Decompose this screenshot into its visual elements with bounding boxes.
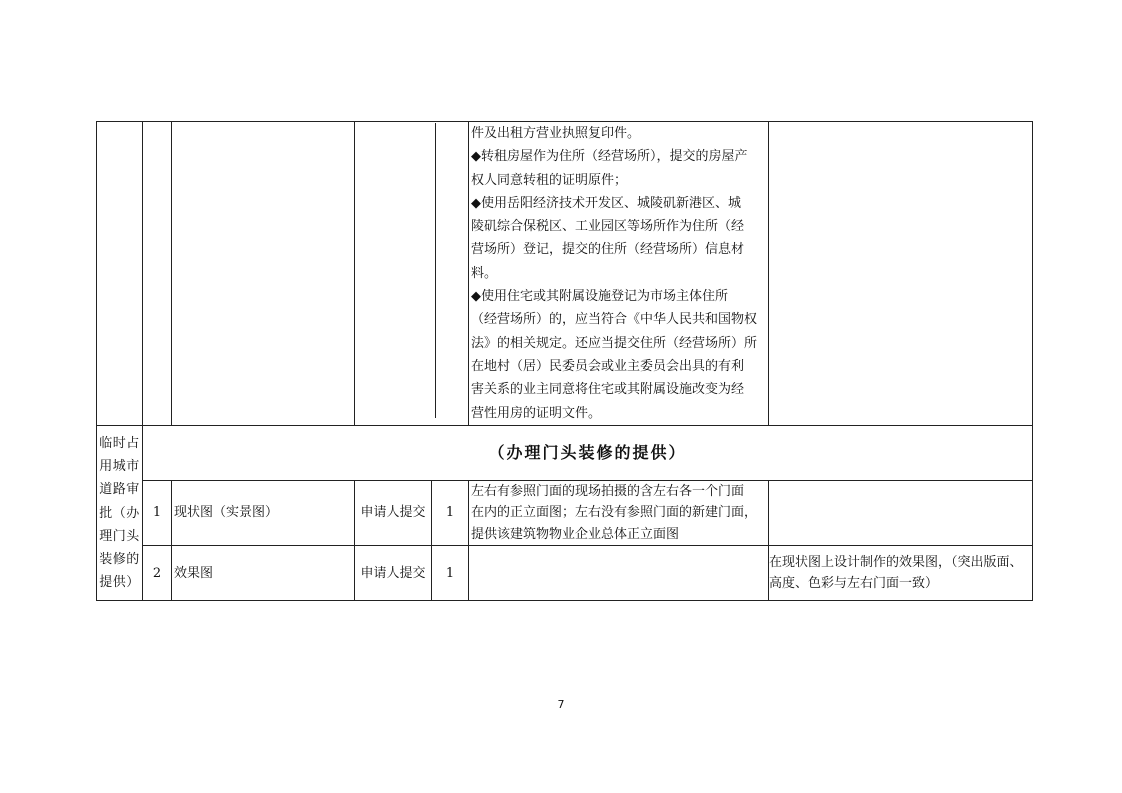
section-header: （办理门头装修的提供） <box>143 425 1033 480</box>
requirement-line: 害关系的业主同意将住宅或其附属设施改变为经 <box>471 382 745 398</box>
table-row <box>97 480 1033 546</box>
section-header-row <box>97 425 1033 480</box>
continuation-row <box>97 122 1033 426</box>
requirement-line: ◆使用岳阳经济技术开发区、城陵矶新港区、城 <box>471 195 741 211</box>
requirement-line: 件及出租方营业执照复印件。 <box>471 126 641 141</box>
requirement-line: 提供该建筑物物业企业总体正立面图 <box>471 526 680 542</box>
row-material-name: 效果图 <box>172 546 355 601</box>
item-name-line: 临时占 <box>99 435 140 451</box>
row-requirements <box>469 480 769 546</box>
cont-requirements-cell <box>469 122 769 426</box>
note-line: 高度、色彩与左右门面一致） <box>769 576 939 592</box>
cont-requirements-text <box>469 122 768 425</box>
table-row <box>97 546 1033 601</box>
requirement-line: ◆转租房屋作为住所（经营场所），提交的房屋产 <box>471 149 748 165</box>
item-name-text <box>99 432 140 594</box>
materials-table <box>96 121 1033 601</box>
cont-note-cell <box>769 122 1033 426</box>
cont-item-cell <box>97 122 143 426</box>
requirement-line: 法》的相关规定。还应当提交住所（经营场所）所 <box>471 335 758 351</box>
item-name-line: 批（办 <box>99 505 140 521</box>
row-count: 1 <box>432 480 469 546</box>
page-number: 7 <box>557 698 565 711</box>
row-note <box>769 480 1033 546</box>
item-name-line: 装修的 <box>99 551 140 567</box>
row-material-name: 现状图（实景图） <box>172 480 355 546</box>
requirement-line: ◆使用住宅或其附属设施登记为市场主体住所 <box>471 289 728 305</box>
item-name-line: 提供） <box>99 575 140 591</box>
requirement-line: 在内的正立面图；左右没有参照门面的新建门面， <box>471 505 758 521</box>
requirement-line: 营性用房的证明文件。 <box>471 405 602 421</box>
row-requirements <box>469 546 769 601</box>
note-line: 在现状图上设计制作的效果图，（突出版面、 <box>769 554 1023 570</box>
row-count: 1 <box>432 546 469 601</box>
cont-no-cell <box>143 122 172 426</box>
row-source: 申请人提交 <box>355 546 432 601</box>
item-name-cell <box>97 425 143 601</box>
cont-name-cell <box>172 122 355 426</box>
item-name-line: 用城市 <box>99 459 140 475</box>
item-name-line: 道路审 <box>99 482 140 498</box>
requirement-line: 营场所）登记，提交的住所（经营场所）信息材料。 <box>471 242 745 281</box>
requirement-line: 在地村（居）民委员会或业主委员会出具的有利 <box>471 358 745 374</box>
row-no: 2 <box>143 546 172 601</box>
requirement-line: 左右有参照门面的现场拍摄的含左右各一个门面 <box>471 483 745 499</box>
requirement-line: 陵矶综合保税区、工业园区等场所作为住所（经 <box>471 219 745 235</box>
requirement-line: （经营场所）的，应当符合《中华人民共和国物权 <box>471 312 758 328</box>
row-source: 申请人提交 <box>355 480 432 546</box>
item-name-line: 理门头 <box>99 528 140 544</box>
requirement-line: 权人同意转租的证明原件； <box>471 172 628 188</box>
cont-source-count-cell <box>355 122 469 426</box>
row-note <box>769 546 1033 601</box>
row-no: 1 <box>143 480 172 546</box>
